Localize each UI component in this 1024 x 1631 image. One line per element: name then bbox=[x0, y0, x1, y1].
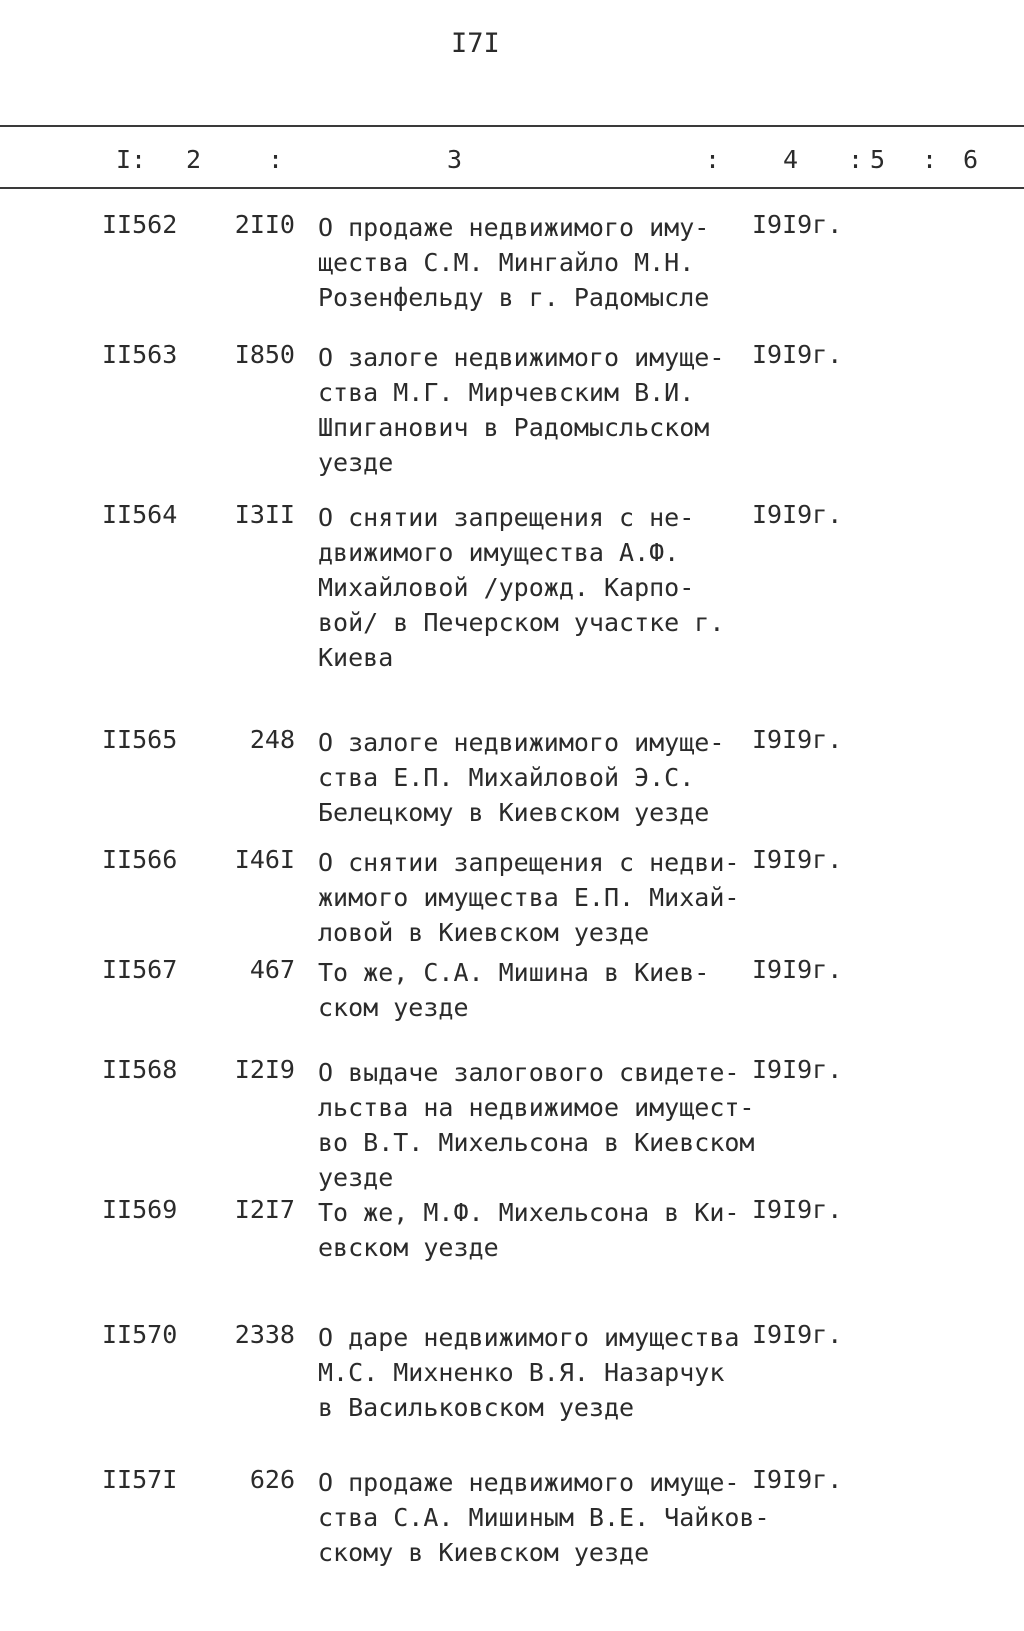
description-line: ства М.Г. Мирчевским В.И. bbox=[318, 378, 695, 407]
record-description bbox=[318, 210, 758, 315]
description-line: О залоге недвижимого имуще- bbox=[318, 343, 725, 372]
file-code: I2I7 bbox=[234, 1195, 295, 1224]
description-line: Киева bbox=[318, 643, 394, 672]
description-line: О даре недвижимого имущества bbox=[318, 1323, 740, 1352]
record-year: I9I9г. bbox=[752, 1320, 843, 1349]
description-line: ства С.А. Мишиным В.Е. Чайков- bbox=[318, 1503, 770, 1532]
record-description bbox=[318, 340, 758, 480]
header-col2: 2 bbox=[186, 145, 202, 174]
record-description bbox=[318, 1320, 758, 1425]
record-number: II563 bbox=[102, 340, 178, 369]
description-line: Белецкому в Киевском уезде bbox=[318, 798, 710, 827]
description-line: жимого имущества Е.П. Михай- bbox=[318, 883, 740, 912]
description-line: Михайловой /урожд. Карпо- bbox=[318, 573, 695, 602]
record-year: I9I9г. bbox=[752, 1195, 843, 1224]
record-year: I9I9г. bbox=[752, 955, 843, 984]
record-year: I9I9г. bbox=[752, 1055, 843, 1084]
record-description bbox=[318, 845, 758, 950]
description-line: О снятии запрещения с не- bbox=[318, 503, 695, 532]
header-col5: 5 bbox=[870, 145, 886, 174]
record-year: I9I9г. bbox=[752, 500, 843, 529]
file-code: I2I9 bbox=[234, 1055, 295, 1084]
record-description bbox=[318, 955, 758, 1025]
header-col4: 4 bbox=[783, 145, 799, 174]
file-code: I850 bbox=[234, 340, 295, 369]
file-code: I3II bbox=[234, 500, 295, 529]
record-description bbox=[318, 1195, 758, 1265]
record-number: II564 bbox=[102, 500, 178, 529]
record-year: I9I9г. bbox=[752, 210, 843, 239]
file-code: I46I bbox=[234, 845, 295, 874]
record-number: II570 bbox=[102, 1320, 178, 1349]
header-top-rule bbox=[0, 125, 1024, 127]
header-col3: 3 bbox=[447, 145, 463, 174]
description-line: евском уезде bbox=[318, 1233, 499, 1262]
record-year: I9I9г. bbox=[752, 1465, 843, 1494]
record-description bbox=[318, 1055, 758, 1195]
description-line: уезде bbox=[318, 1163, 394, 1192]
description-line: льства на недвижимое имущест- bbox=[318, 1093, 755, 1122]
record-description bbox=[318, 725, 758, 830]
record-number: II567 bbox=[102, 955, 178, 984]
record-number: II566 bbox=[102, 845, 178, 874]
file-code: 467 bbox=[249, 955, 295, 984]
record-number: II562 bbox=[102, 210, 178, 239]
record-description bbox=[318, 500, 758, 675]
description-line: О залоге недвижимого имуще- bbox=[318, 728, 725, 757]
record-year: I9I9г. bbox=[752, 340, 843, 369]
description-line: во В.Т. Михельсона в Киевском bbox=[318, 1128, 755, 1157]
header-col6: 6 bbox=[963, 145, 979, 174]
file-code: 2338 bbox=[234, 1320, 295, 1349]
file-code: 2II0 bbox=[234, 210, 295, 239]
description-line: О выдаче залогового свидете- bbox=[318, 1058, 740, 1087]
description-line: О продаже недвижимого иму- bbox=[318, 213, 710, 242]
description-line: в Васильковском уезде bbox=[318, 1393, 635, 1422]
description-line: ства Е.П. Михайловой Э.С. bbox=[318, 763, 695, 792]
header-sep2: : bbox=[705, 145, 721, 174]
description-line: уезде bbox=[318, 448, 394, 477]
description-line: Розенфельду в г. Радомысле bbox=[318, 283, 710, 312]
record-year: I9I9г. bbox=[752, 725, 843, 754]
header-sep1: : bbox=[268, 145, 284, 174]
record-number: II569 bbox=[102, 1195, 178, 1224]
record-number: II568 bbox=[102, 1055, 178, 1084]
description-line: ском уезде bbox=[318, 993, 469, 1022]
description-line: То же, М.Ф. Михельсона в Ки- bbox=[318, 1198, 740, 1227]
description-line: ловой в Киевском уезде bbox=[318, 918, 650, 947]
description-line: скому в Киевском уезде bbox=[318, 1538, 650, 1567]
file-code: 626 bbox=[249, 1465, 295, 1494]
page-number: I7I bbox=[451, 28, 500, 59]
record-number: II565 bbox=[102, 725, 178, 754]
description-line: О продаже недвижимого имуще- bbox=[318, 1468, 740, 1497]
description-line: М.С. Михненко В.Я. Назарчук bbox=[318, 1358, 725, 1387]
description-line: щества С.М. Мингайло М.Н. bbox=[318, 248, 695, 277]
header-sep3: : bbox=[848, 145, 864, 174]
header-col1: I: bbox=[116, 145, 147, 174]
header-sep4: : bbox=[922, 145, 938, 174]
file-code: 248 bbox=[249, 725, 295, 754]
record-number: II57I bbox=[102, 1465, 178, 1494]
description-line: вой/ в Печерском участке г. bbox=[318, 608, 725, 637]
record-description bbox=[318, 1465, 770, 1570]
description-line: Шпиганович в Радомысльском bbox=[318, 413, 710, 442]
description-line: О снятии запрещения с недви- bbox=[318, 848, 740, 877]
header-bottom-rule bbox=[0, 187, 1024, 189]
record-year: I9I9г. bbox=[752, 845, 843, 874]
description-line: движимого имущества А.Ф. bbox=[318, 538, 680, 567]
description-line: То же, С.А. Мишина в Киев- bbox=[318, 958, 710, 987]
